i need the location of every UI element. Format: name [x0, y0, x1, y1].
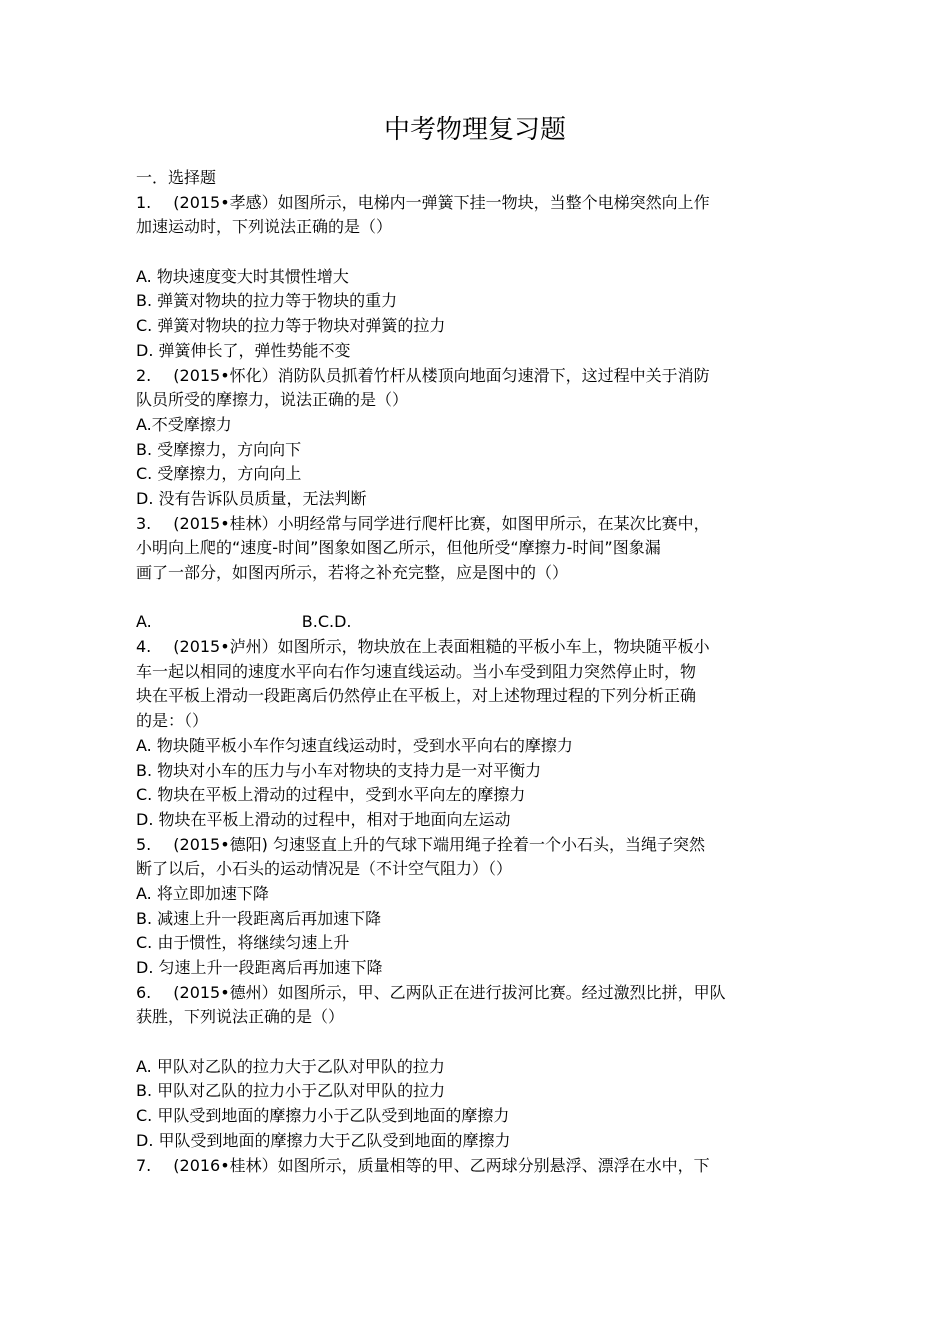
question-7: [136, 1154, 826, 1179]
question-1: [136, 191, 826, 364]
question-text-line: (2015•德州）如图所示，甲、乙两队正在进行拔河比赛。经过激烈比拼，甲队: [173, 982, 726, 1002]
question-text-line: 块在平板上滑动一段距离后仍然停止在平板上，对上述物理过程的下列分析正确: [136, 686, 697, 706]
question-text-line: (2016•桂林）如图所示，质量相等的甲、乙两球分别悬浮、漂浮在水中，下: [173, 1155, 710, 1175]
option-b: B. 弹簧对物块的拉力等于物块的重力: [136, 291, 398, 311]
question-3: [136, 512, 826, 635]
option-a: A. 物块随平板小车作匀速直线运动时，受到水平向右的摩擦力: [136, 735, 573, 755]
option-b: B. 减速上升一段距离后再加速下降: [136, 908, 382, 928]
option-a: A. 物块速度变大时其惯性增大: [136, 266, 349, 286]
question-text-line: 小明向上爬的“速度-时间”图象如图乙所示，但他所受“摩擦力-时间”图象漏: [136, 538, 661, 558]
question-text-line: 获胜，下列说法正确的是（）: [136, 1007, 345, 1027]
question-number: 2.: [136, 365, 152, 385]
question-6: [136, 981, 826, 1154]
question-5: [136, 833, 826, 981]
option-b: B. 受摩擦力，方向向下: [136, 439, 302, 459]
question-text-line: (2015•怀化）消防队员抓着竹杆从楼顶向地面匀速滑下，这过程中关于消防: [173, 365, 710, 385]
option-a: A.不受摩擦力: [136, 414, 232, 434]
question-text-line: (2015•泸州）如图所示，物块放在上表面粗糙的平板小车上，物块随平板小: [173, 637, 710, 657]
question-4: [136, 635, 826, 833]
question-number: 7.: [136, 1155, 152, 1175]
option-d: D. 匀速上升一段距离后再加速下降: [136, 958, 383, 977]
option-b: B. 物块对小车的压力与小车对物块的支持力是一对平衡力: [136, 760, 542, 780]
option-d: D. 弹簧伸长了，弹性势能不变: [136, 340, 351, 360]
option-a: A. 甲队对乙队的拉力大于乙队对甲队的拉力: [136, 1056, 445, 1076]
option-d: D. 没有告诉队员质量，无法判断: [136, 488, 367, 508]
option-c: C. 弹簧对物块的拉力等于物块对弹簧的拉力: [136, 316, 446, 336]
question-text-line: 断了以后，小石头的运动情况是（不计空气阻力）（）: [136, 859, 513, 879]
question-text-line: (2015•桂林）小明经常与同学进行爬杆比赛，如图甲所示，在某次比赛中，: [173, 513, 710, 533]
section-heading: 一．选择题: [136, 168, 217, 187]
question-number: 1.: [136, 192, 152, 212]
question-number: 6.: [136, 982, 152, 1002]
question-text-line: 车一起以相同的速度水平向右作匀速直线运动。当小车受到阻力突然停止时，物: [136, 661, 697, 681]
question-text-line: (2015•德阳) 匀速竖直上升的气球下端用绳子拴着一个小石头，当绳子突然: [173, 834, 705, 854]
option-a: A. 将立即加速下降: [136, 883, 269, 903]
options-bcd: B.C.D.: [301, 612, 352, 632]
question-text-line: 队员所受的摩擦力，说法正确的是（）: [136, 390, 409, 410]
question-text-line: (2015•孝感）如图所示，电梯内一弹簧下挂一物块，当整个电梯突然向上作: [173, 192, 710, 212]
figure-space: [136, 240, 826, 265]
figure-space: [136, 1030, 826, 1055]
question-number: 3.: [136, 513, 152, 533]
option-b: B. 甲队对乙队的拉力小于乙队对甲队的拉力: [136, 1081, 446, 1101]
page-title: 中考物理复习题: [383, 115, 566, 145]
question-number: 4.: [136, 637, 152, 657]
option-a: A.: [136, 612, 152, 632]
option-c: C. 物块在平板上滑动的过程中，受到水平向左的摩擦力: [136, 785, 526, 805]
question-text-line: 加速运动时，下列说法正确的是（）: [136, 217, 393, 237]
option-c: C. 受摩擦力，方向向上: [136, 464, 302, 484]
question-text-line: 画了一部分，如图丙所示，若将之补充完整，应是图中的（）: [136, 563, 569, 582]
figure-space: [136, 586, 826, 611]
question-number: 5.: [136, 834, 152, 854]
option-d: D. 甲队受到地面的摩擦力大于乙队受到地面的摩擦力: [136, 1130, 511, 1150]
question-text-line: 的是：（）: [136, 711, 209, 731]
option-c: C. 甲队受到地面的摩擦力小于乙队受到地面的摩擦力: [136, 1106, 510, 1126]
question-2: [136, 364, 826, 512]
option-c: C. 由于惯性，将继续匀速上升: [136, 933, 350, 953]
document-body: [136, 166, 826, 1178]
option-d: D. 物块在平板上滑动的过程中，相对于地面向左运动: [136, 809, 511, 829]
